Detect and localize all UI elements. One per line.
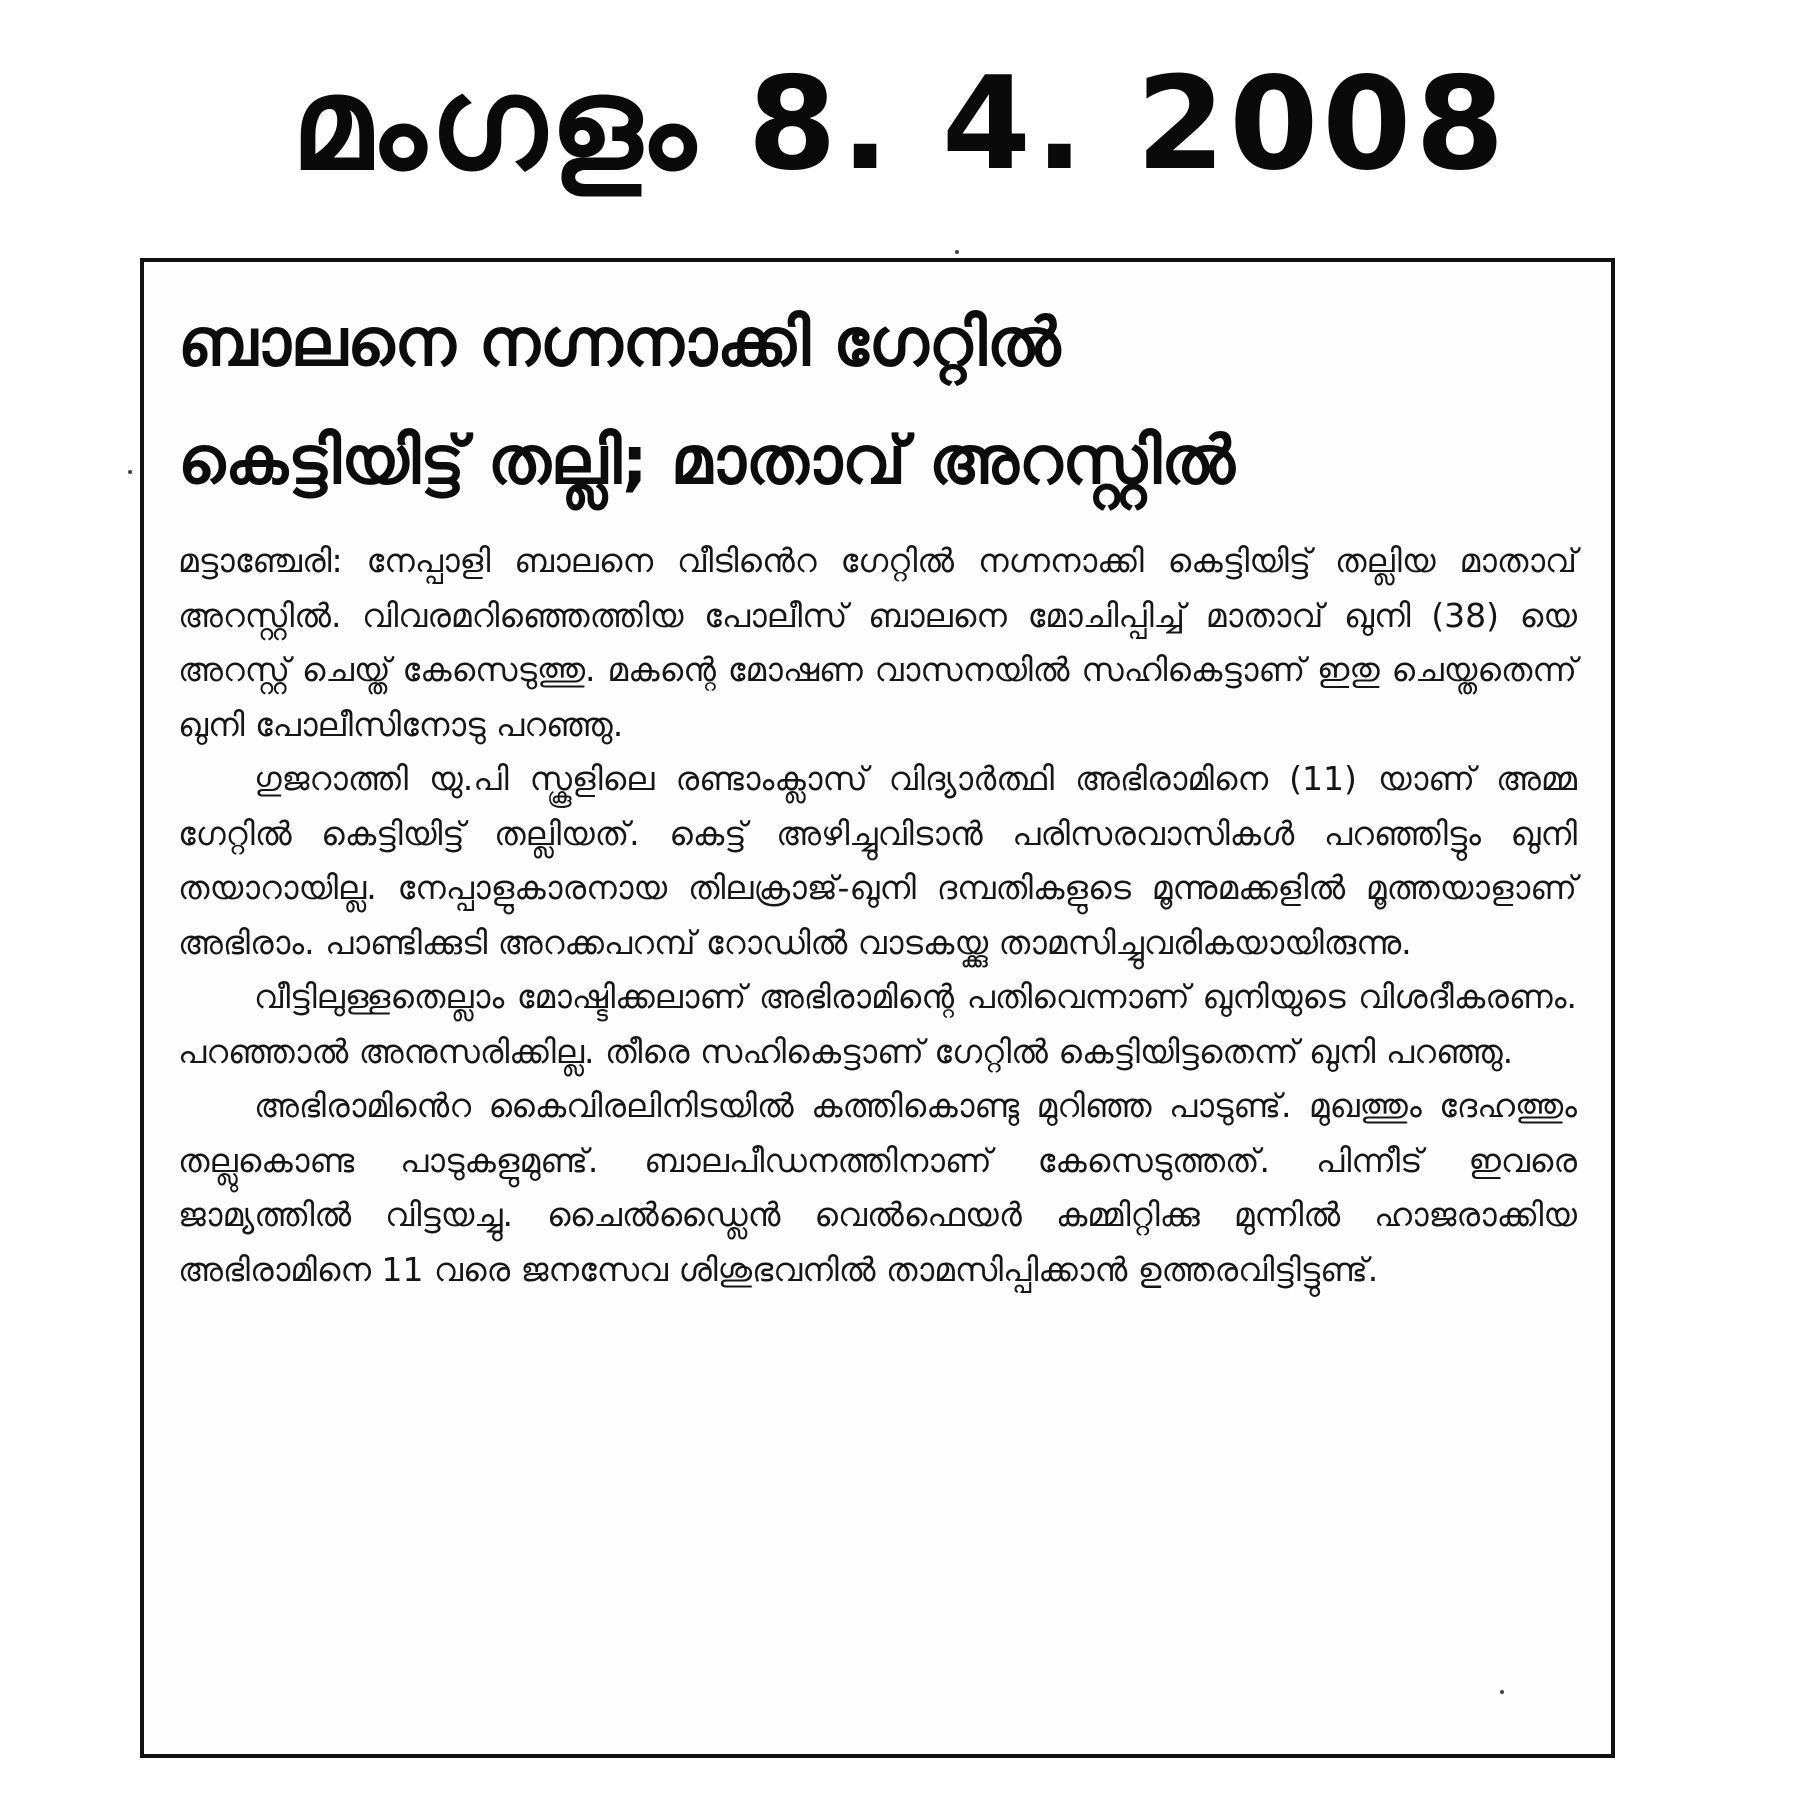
article-paragraph-2: ഗുജറാത്തി യു.പി സ്കൂളിലെ രണ്ടാംക്ലാസ് വിദ്യാർത്ഥി അഭിരാമിനെ (11) യാണ് അമ്മ ഗേറ്റിൽ കെട്ടിയിട്ട് തല്ലിയത്. കെട്ട് അഴിച്ചുവിടാൻ പരിസരവാസികൾ പറഞ്ഞിട്ടും ഖുനി തയാറായില്ല. നേപ്പാളുകാരനായ തിലക്രാജ്-ഖുനി ദമ്പതികളുടെ മൂന്നുമക്കളിൽ മൂത്തയാളാണ് അഭിരാം. പാണ്ടിക്കുടി അറക്കപറമ്പ് റോഡിൽ വാടകയ്ക്കു താമസിച്ചുവരികയായിരുന്നു. bbox=[178, 759, 1577, 962]
print-speck bbox=[1500, 1690, 1504, 1694]
masthead-title: മംഗളം 8. 4. 2008 bbox=[291, 50, 1509, 199]
article-paragraph-4: അഭിരാമിൻെറ കൈവിരലിനിടയിൽ കത്തികൊണ്ടു മുറിഞ്ഞ പാടുണ്ട്. മുഖത്തും ദേഹത്തും തല്ലുകൊണ്ട പാടുകളുമുണ്ട്. ബാലപീഡനത്തിനാണ് കേസെടുത്തത്. പിന്നീട് ഇവരെ ജാമ്യത്തിൽ വിട്ടയച്ചു. ചൈൽഡ്ലൈൻ വെൽഫെയർ കമ്മിറ്റിക്കു മുന്നിൽ ഹാജരാക്കിയ അഭിരാമിനെ 11 വരെ ജനസേവ ശിശുഭവനിൽ താമസിപ്പിക്കാൻ ഉത്തരവിട്ടിട്ടുണ്ട്. bbox=[178, 1086, 1577, 1289]
article-body bbox=[178, 534, 1577, 1297]
headline-line-2: കെട്ടിയിട്ട് തല്ലി; മാതാവ് അറസ്റ്റിൽ bbox=[178, 422, 1235, 499]
article-headline bbox=[178, 284, 1577, 520]
article-paragraph-3: വീട്ടിലുള്ളതെല്ലാം മോഷ്ടിക്കലാണ് അഭിരാമിന്റെ പതിവെന്നാണ് ഖുനിയുടെ വിശദീകരണം. പറഞ്ഞാൽ അനുസരിക്കില്ല. തീരെ സഹികെട്ടാണ് ഗേറ്റിൽ കെട്ടിയിട്ടതെന്ന് ഖുനി പറഞ്ഞു. bbox=[178, 977, 1577, 1071]
headline-line-1: ബാലനെ നഗ്നനാക്കി ഗേറ്റിൽ bbox=[178, 304, 1061, 381]
news-clipping bbox=[140, 258, 1615, 1758]
print-speck bbox=[955, 250, 959, 254]
print-speck bbox=[128, 470, 132, 474]
article-paragraph-1: മട്ടാഞ്ചേരി: നേപ്പാളി ബാലനെ വീടിൻെറ ഗേറ്റിൽ നഗ്നനാക്കി കെട്ടിയിട്ട് തല്ലിയ മാതാവ് അറസ്റ്റിൽ. വിവരമറിഞ്ഞെത്തിയ പോലീസ് ബാലനെ മോചിപ്പിച്ച് മാതാവ് ഖുനി (38) യെ അറസ്റ്റ് ചെയ്ത് കേസെടുത്തു. മകന്റെ മോഷണ വാസനയിൽ സഹികെട്ടാണ് ഇതു ചെയ്തതെന്ന് ഖുനി പോലീസിനോടു പറഞ്ഞു. bbox=[178, 541, 1577, 744]
